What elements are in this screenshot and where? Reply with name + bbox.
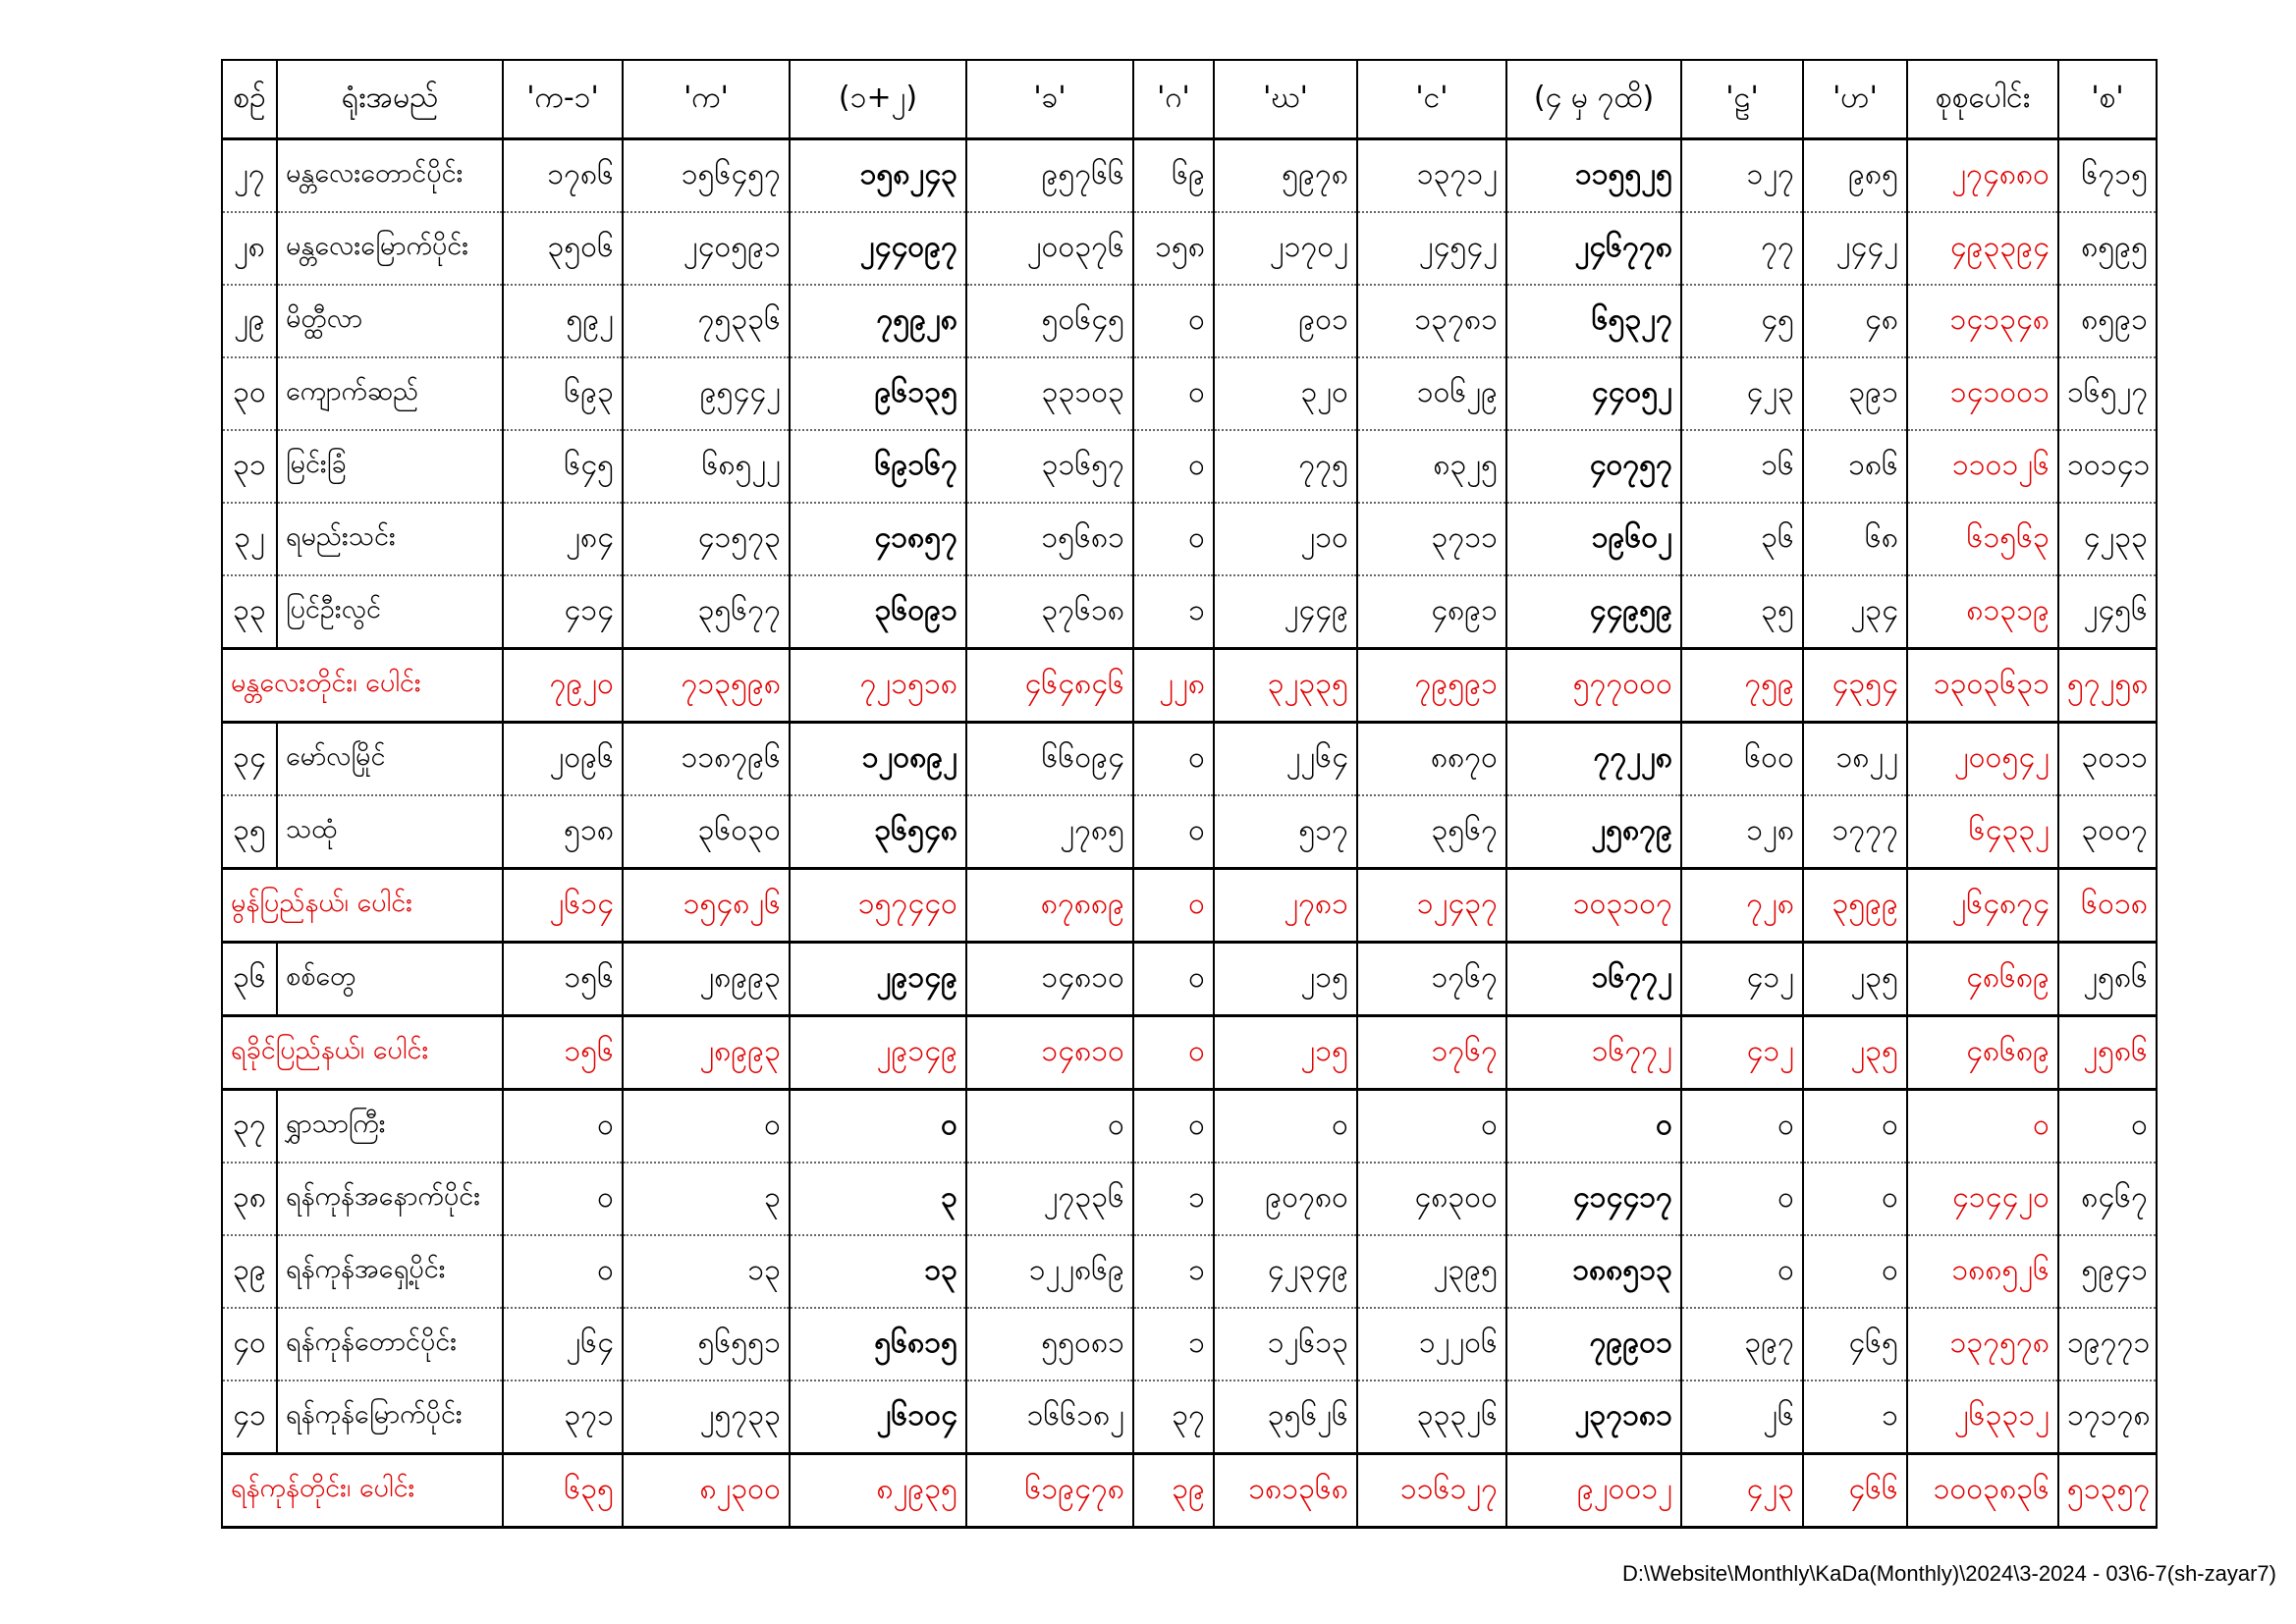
value-cell: ၁၃ [790, 1235, 966, 1308]
value-cell: ၃၇၁၁ [1357, 503, 1506, 575]
value-cell: ၆၁၅၆၃ [1907, 503, 2058, 575]
table-row [222, 503, 2157, 575]
table-row [222, 357, 2157, 430]
value-cell: ၂၃၇၁၈၁ [1506, 1380, 1681, 1454]
value-cell: ၂၄၆၇၇၈ [1506, 212, 1681, 285]
subtotal-cell: ၁၀၀၃၈၃၆ [1907, 1454, 2058, 1528]
subtotal-cell: ၂၅၈၆ [2058, 1016, 2157, 1090]
value-cell: ၁၇၁၇၈ [2058, 1380, 2157, 1454]
value-cell: ၄၁၄၄၁၇ [1506, 1163, 1681, 1235]
value-cell: ၂၂၆၄ [1214, 723, 1357, 796]
subtotal-cell: ၇၂၁၅၁၈ [790, 649, 966, 723]
value-cell: ၂၀၉၆ [503, 723, 623, 796]
value-cell: ၁၂၆၁၃ [1214, 1308, 1357, 1380]
value-cell: ၆၉၁၆၇ [790, 430, 966, 503]
value-cell: ၁၂၇ [1681, 139, 1803, 213]
subtotal-label: ရခိုင်ပြည်နယ်၊ ပေါင်း [222, 1016, 503, 1090]
value-cell: ၂၄၄၂ [1803, 212, 1907, 285]
value-cell: ၂၄၅၄၂ [1357, 212, 1506, 285]
column-header: ရုံးအမည် [277, 60, 503, 139]
row-number: ၃၄ [222, 723, 277, 796]
value-cell: ၁၅၈၂၄၃ [790, 139, 966, 213]
value-cell: ၀ [1681, 1163, 1803, 1235]
value-cell: ၀ [1133, 503, 1214, 575]
value-cell: ၈၁၃၁၉ [1907, 575, 2058, 649]
table-row [222, 795, 2157, 869]
table-row [222, 1308, 2157, 1380]
office-name: မိတ္ထီလာ [277, 285, 503, 357]
value-cell: ၃၆၅၄၈ [790, 795, 966, 869]
value-cell: ၃၆၀၉၁ [790, 575, 966, 649]
value-cell: ၁၁၀၁၂၆ [1907, 430, 2058, 503]
value-cell: ၄၁၂ [1681, 943, 1803, 1016]
value-cell: ၁၂၈ [1681, 795, 1803, 869]
value-cell: ၁၇၈၆ [503, 139, 623, 213]
value-cell: ၄၈ [1803, 285, 1907, 357]
value-cell: ၄၂၃၄၉ [1214, 1235, 1357, 1308]
value-cell: ၄၁၄၄၂၀ [1907, 1163, 2058, 1235]
value-cell: ၅၆၈၁၅ [790, 1308, 966, 1380]
row-number: ၃၁ [222, 430, 277, 503]
value-cell: ၇၉၉၀၁ [1506, 1308, 1681, 1380]
value-cell: ၃၇ [1133, 1380, 1214, 1454]
value-cell: ၆၉ [1133, 139, 1214, 213]
value-cell: ၁၂၂၀၆ [1357, 1308, 1506, 1380]
value-cell: ၄၈၃၀၀ [1357, 1163, 1506, 1235]
office-name: ရန်ကုန်တောင်ပိုင်း [277, 1308, 503, 1380]
column-header: 'စ' [2058, 60, 2157, 139]
subtotal-label: မန္တလေးတိုင်း၊ ပေါင်း [222, 649, 503, 723]
subtotal-label: မွန်ပြည်နယ်၊ ပေါင်း [222, 869, 503, 943]
subtotal-cell: ၇၉၅၉၁ [1357, 649, 1506, 723]
row-number: ၃၀ [222, 357, 277, 430]
office-name: မန္တလေးတောင်ပိုင်း [277, 139, 503, 213]
table-row [222, 1090, 2157, 1164]
row-number: ၃၅ [222, 795, 277, 869]
subtotal-cell: ၄၈၆၈၉ [1907, 1016, 2058, 1090]
subtotal-cell: ၃၂၃၃၅ [1214, 649, 1357, 723]
column-header: 'က-၁' [503, 60, 623, 139]
value-cell: ၆၄၅ [503, 430, 623, 503]
value-cell: ၂၁၀ [1214, 503, 1357, 575]
value-cell: ၁၅၆၄၅၇ [623, 139, 790, 213]
value-cell: ၉၀၁ [1214, 285, 1357, 357]
subtotal-cell: ၂၈၉၉၃ [623, 1016, 790, 1090]
column-header: (၄ မှ ၇ထိ) [1506, 60, 1681, 139]
column-header: 'ခ' [966, 60, 1133, 139]
subtotal-cell: ၁၀၃၁၀၇ [1506, 869, 1681, 943]
value-cell: ၃၁၆၅၇ [966, 430, 1133, 503]
value-cell: ၃၅၀၆ [503, 212, 623, 285]
subtotal-cell: ၀ [1133, 1016, 1214, 1090]
value-cell: ၄၆၅ [1803, 1308, 1907, 1380]
value-cell: ၄၈၆၈၉ [1907, 943, 2058, 1016]
value-cell: ၀ [1214, 1090, 1357, 1164]
value-cell: ၀ [1357, 1090, 1506, 1164]
value-cell: ၁၄၁၀၀၁ [1907, 357, 2058, 430]
value-cell: ၁၈၈၅၁၃ [1506, 1235, 1681, 1308]
value-cell: ၃၉၇ [1681, 1308, 1803, 1380]
value-cell: ၂၃၄ [1803, 575, 1907, 649]
value-cell: ၉၆၁၃၅ [790, 357, 966, 430]
value-cell: ၁၆၅၂၇ [2058, 357, 2157, 430]
value-cell: ၆၇၁၅ [2058, 139, 2157, 213]
value-cell: ၀ [623, 1090, 790, 1164]
subtotal-cell: ၂၃၅ [1803, 1016, 1907, 1090]
value-cell: ၄၄၀၅၂ [1506, 357, 1681, 430]
office-name: မြင်းခြံ [277, 430, 503, 503]
value-cell: ၃၆၀၃၀ [623, 795, 790, 869]
value-cell: ၁၇၆၇ [1357, 943, 1506, 1016]
subtotal-cell: ၂၂၈ [1133, 649, 1214, 723]
value-cell: ၃၆ [1681, 503, 1803, 575]
subtotal-cell: ၂၉၁၄၉ [790, 1016, 966, 1090]
value-cell: ၃၇၁ [503, 1380, 623, 1454]
subtotal-cell: ၄၃၅၄ [1803, 649, 1907, 723]
value-cell: ၂၈၄ [503, 503, 623, 575]
value-cell: ၂၄၄၉ [1214, 575, 1357, 649]
value-cell: ၁ [1133, 1163, 1214, 1235]
subtotal-cell: ၁၃၀၃၆၃၁ [1907, 649, 2058, 723]
value-cell: ၃၅၆၇ [1357, 795, 1506, 869]
value-cell: ၁၂၂၈၆၉ [966, 1235, 1133, 1308]
table-row [222, 1235, 2157, 1308]
value-cell: ၉၀၇၈၀ [1214, 1163, 1357, 1235]
subtotal-cell: ၂၆၄၈၇၄ [1907, 869, 2058, 943]
value-cell: ၀ [1133, 943, 1214, 1016]
value-cell: ၁ [1803, 1380, 1907, 1454]
value-cell: ၃၃၃၂၆ [1357, 1380, 1506, 1454]
value-cell: ၂၇၈၅ [966, 795, 1133, 869]
value-cell: ၂၇၄၈၈၀ [1907, 139, 2058, 213]
subtotal-cell: ၄၁၂ [1681, 1016, 1803, 1090]
value-cell: ၀ [790, 1090, 966, 1164]
data-table [221, 59, 2158, 1529]
subtotal-cell: ၄၆၆ [1803, 1454, 1907, 1528]
value-cell: ၀ [1133, 795, 1214, 869]
value-cell: ၅၉၄၁ [2058, 1235, 2157, 1308]
value-cell: ၂၄၄၀၉၇ [790, 212, 966, 285]
value-cell: ၁ [1133, 1235, 1214, 1308]
office-name: သထုံ [277, 795, 503, 869]
value-cell: ၃၀၀၇ [2058, 795, 2157, 869]
value-cell: ၁၈၆ [1803, 430, 1907, 503]
subtotal-cell: ၂၇၈၁ [1214, 869, 1357, 943]
value-cell: ၄၅ [1681, 285, 1803, 357]
value-cell: ၀ [1681, 1235, 1803, 1308]
value-cell: ၀ [1133, 357, 1214, 430]
value-cell: ၁၃ [623, 1235, 790, 1308]
value-cell: ၆၅၃၂၇ [1506, 285, 1681, 357]
table-row [222, 575, 2157, 649]
value-cell: ၅၉၇၈ [1214, 139, 1357, 213]
value-cell: ၀ [1907, 1090, 2058, 1164]
subtotal-cell: ၁၅၇၄၄၀ [790, 869, 966, 943]
row-number: ၂၉ [222, 285, 277, 357]
value-cell: ၆၆၀၉၄ [966, 723, 1133, 796]
value-cell: ၇၇ [1681, 212, 1803, 285]
column-header: 'ဂ' [1133, 60, 1214, 139]
value-cell: ၂၉၁၄၉ [790, 943, 966, 1016]
value-cell: ၄၁၄ [503, 575, 623, 649]
column-header: 'က' [623, 60, 790, 139]
header-row [222, 60, 2157, 139]
value-cell: ၁၀၁၄၁ [2058, 430, 2157, 503]
value-cell: ၃၅၆၇၇ [623, 575, 790, 649]
value-cell: ၂၃၅ [1803, 943, 1907, 1016]
subtotal-row [222, 649, 2157, 723]
subtotal-cell: ၆၁၉၄၇၈ [966, 1454, 1133, 1528]
value-cell: ၀ [1133, 723, 1214, 796]
value-cell: ၃၇၆၁၈ [966, 575, 1133, 649]
value-cell: ၄၂၃ [1681, 357, 1803, 430]
value-cell: ၅၅၀၈၁ [966, 1308, 1133, 1380]
value-cell: ၃၅ [1681, 575, 1803, 649]
value-cell: ၃၅၆၂၆ [1214, 1380, 1357, 1454]
value-cell: ၂၆၄ [503, 1308, 623, 1380]
value-cell: ၀ [1803, 1235, 1907, 1308]
subtotal-row [222, 1454, 2157, 1528]
value-cell: ၈၅၉၅ [2058, 212, 2157, 285]
value-cell: ၁၆၆၁၈၂ [966, 1380, 1133, 1454]
table-row [222, 285, 2157, 357]
value-cell: ၅၉၂ [503, 285, 623, 357]
table-row [222, 723, 2157, 796]
value-cell: ၅၀၆၄၅ [966, 285, 1133, 357]
value-cell: ၃၀၁၁ [2058, 723, 2157, 796]
value-cell: ၁၅၈ [1133, 212, 1214, 285]
row-number: ၂၈ [222, 212, 277, 285]
value-cell: ၇၅၉၂၈ [790, 285, 966, 357]
row-number: ၃၂ [222, 503, 277, 575]
value-cell: ၈၄၆၇ [2058, 1163, 2157, 1235]
value-cell: ၀ [2058, 1090, 2157, 1164]
subtotal-cell: ၁၇၆၇ [1357, 1016, 1506, 1090]
column-header: စုစုပေါင်း [1907, 60, 2058, 139]
subtotal-cell: ၃၉ [1133, 1454, 1214, 1528]
value-cell: ၂၆၃၃၁၂ [1907, 1380, 2058, 1454]
office-name: မော်လမြိုင် [277, 723, 503, 796]
office-name: ရွှာသာကြီး [277, 1090, 503, 1164]
office-name: ရန်ကုန်မြောက်ပိုင်း [277, 1380, 503, 1454]
column-header: 'ဟ' [1803, 60, 1907, 139]
subtotal-cell: ၂၆၁၄ [503, 869, 623, 943]
value-cell: ၅၆၅၅၁ [623, 1308, 790, 1380]
subtotal-cell: ၁၅၆ [503, 1016, 623, 1090]
value-cell: ၁၈၈၅၂၆ [1907, 1235, 2058, 1308]
value-cell: ၁၆ [1681, 430, 1803, 503]
subtotal-cell: ၅၁၃၅၇ [2058, 1454, 2157, 1528]
value-cell: ၁၃၇၁၂ [1357, 139, 1506, 213]
subtotal-cell: ၃၅၉၉ [1803, 869, 1907, 943]
value-cell: ၂၅၈၇၉ [1506, 795, 1681, 869]
row-number: ၃၃ [222, 575, 277, 649]
value-cell: ၃၃၁၀၃ [966, 357, 1133, 430]
value-cell: ၂၈၉၉၃ [623, 943, 790, 1016]
subtotal-cell: ၈၂၉၃၅ [790, 1454, 966, 1528]
value-cell: ၂၀၀၃၇၆ [966, 212, 1133, 285]
value-cell: ၁၀၆၂၉ [1357, 357, 1506, 430]
value-cell: ၂၇၃၃၆ [966, 1163, 1133, 1235]
value-cell: ၀ [1803, 1090, 1907, 1164]
value-cell: ၂၀၀၅၄၂ [1907, 723, 2058, 796]
value-cell: ၇၅၃၃၆ [623, 285, 790, 357]
value-cell: ၃၂၀ [1214, 357, 1357, 430]
value-cell: ၁၆၇၇၂ [1506, 943, 1681, 1016]
row-number: ၃၉ [222, 1235, 277, 1308]
value-cell: ၀ [1133, 430, 1214, 503]
value-cell: ၄၂၃၃ [2058, 503, 2157, 575]
value-cell: ၆၉၃ [503, 357, 623, 430]
subtotal-cell: ၁၂၄၃၇ [1357, 869, 1506, 943]
subtotal-cell: ၁၄၈၁၀ [966, 1016, 1133, 1090]
value-cell: ၀ [503, 1235, 623, 1308]
value-cell: ၂၃၉၅ [1357, 1235, 1506, 1308]
value-cell: ၉၅၄၄၂ [623, 357, 790, 430]
subtotal-cell: ၄၂၃ [1681, 1454, 1803, 1528]
value-cell: ၅၁၈ [503, 795, 623, 869]
subtotal-cell: ၇၅၉ [1681, 649, 1803, 723]
value-cell: ၄၀၇၅၇ [1506, 430, 1681, 503]
value-cell: ၂၁၇၀၂ [1214, 212, 1357, 285]
value-cell: ၁၁၅၅၂၅ [1506, 139, 1681, 213]
table-row [222, 212, 2157, 285]
value-cell: ၆၈ [1803, 503, 1907, 575]
value-cell: ၆၈၅၂၂ [623, 430, 790, 503]
value-cell: ၁၅၆၈၁ [966, 503, 1133, 575]
value-cell: ၁၉၆၀၂ [1506, 503, 1681, 575]
value-cell: ၄၈၉၁ [1357, 575, 1506, 649]
value-cell: ၁၄၁၃၄၈ [1907, 285, 2058, 357]
value-cell: ၂၁၅ [1214, 943, 1357, 1016]
value-cell: ၇၇၅ [1214, 430, 1357, 503]
value-cell: ၁၅၆ [503, 943, 623, 1016]
subtotal-cell: ၆၃၅ [503, 1454, 623, 1528]
value-cell: ၇၇၂၂၈ [1506, 723, 1681, 796]
table-body [222, 139, 2157, 1528]
value-cell: ၀ [1803, 1163, 1907, 1235]
value-cell: ၉၈၅ [1803, 139, 1907, 213]
table-row [222, 943, 2157, 1016]
value-cell: ၁ [1133, 1308, 1214, 1380]
value-cell: ၀ [1506, 1090, 1681, 1164]
value-cell: ၄၁၅၇၃ [623, 503, 790, 575]
row-number: ၄၀ [222, 1308, 277, 1380]
subtotal-cell: ၁၁၆၁၂၇ [1357, 1454, 1506, 1528]
office-name: ကျောက်ဆည် [277, 357, 503, 430]
value-cell: ၂၆၁၀၄ [790, 1380, 966, 1454]
value-cell: ၁၈၂၂ [1803, 723, 1907, 796]
column-header: (၁+၂) [790, 60, 966, 139]
value-cell: ၁၁၈၇၉၆ [623, 723, 790, 796]
subtotal-cell: ၁၈၁၃၆၈ [1214, 1454, 1357, 1528]
value-cell: ၄၉၃၃၉၄ [1907, 212, 2058, 285]
subtotal-cell: ၇၉၂၀ [503, 649, 623, 723]
column-header: 'ဠ' [1681, 60, 1803, 139]
value-cell: ၁၄၈၁၀ [966, 943, 1133, 1016]
footer-file-path: D:\Website\Monthly\KaDa(Monthly)\2024\3-2024 - 03\6-7(sh-zayar7) [1621, 1561, 2276, 1586]
subtotal-cell: ၅၇၇၀၀၀ [1506, 649, 1681, 723]
value-cell: ၂၅၇၃၃ [623, 1380, 790, 1454]
value-cell: ၅၁၇ [1214, 795, 1357, 869]
value-cell: ၂၄၀၅၉၁ [623, 212, 790, 285]
value-cell: ၂၅၈၆ [2058, 943, 2157, 1016]
subtotal-cell: ၂၁၅ [1214, 1016, 1357, 1090]
subtotal-cell: ၈၇၈၈၉ [966, 869, 1133, 943]
table-row [222, 1380, 2157, 1454]
value-cell: ၁၉၇၇၁ [2058, 1308, 2157, 1380]
subtotal-cell: ၁၆၇၇၂ [1506, 1016, 1681, 1090]
value-cell: ၀ [1133, 285, 1214, 357]
column-header: 'င' [1357, 60, 1506, 139]
value-cell: ၃၉၁ [1803, 357, 1907, 430]
value-cell: ၁၇၇၇ [1803, 795, 1907, 869]
value-cell: ၃ [790, 1163, 966, 1235]
office-name: မန္တလေးမြောက်ပိုင်း [277, 212, 503, 285]
subtotal-cell: ၇၁၃၅၉၈ [623, 649, 790, 723]
table-row [222, 430, 2157, 503]
row-number: ၃၆ [222, 943, 277, 1016]
value-cell: ၁ [1133, 575, 1214, 649]
value-cell: ၀ [1681, 1090, 1803, 1164]
value-cell: ၀ [503, 1090, 623, 1164]
value-cell: ၀ [503, 1163, 623, 1235]
value-cell: ၀ [966, 1090, 1133, 1164]
value-cell: ၄၁၈၅၇ [790, 503, 966, 575]
row-number: ၄၁ [222, 1380, 277, 1454]
subtotal-row [222, 1016, 2157, 1090]
value-cell: ၈၃၂၅ [1357, 430, 1506, 503]
value-cell: ၄၄၉၅၉ [1506, 575, 1681, 649]
subtotal-cell: ၉၂၀၀၁၂ [1506, 1454, 1681, 1528]
subtotal-cell: ၈၂၃၀၀ [623, 1454, 790, 1528]
subtotal-cell: ၇၂၈ [1681, 869, 1803, 943]
table-row [222, 1163, 2157, 1235]
value-cell: ၁၃၇၈၁ [1357, 285, 1506, 357]
value-cell: ၂၄၅၆ [2058, 575, 2157, 649]
row-number: ၂၇ [222, 139, 277, 213]
value-cell: ၁၃၇၅၇၈ [1907, 1308, 2058, 1380]
subtotal-cell: ၆၀၁၈ [2058, 869, 2157, 943]
subtotal-cell: ၅၇၂၅၈ [2058, 649, 2157, 723]
subtotal-cell: ၄၆၄၈၄၆ [966, 649, 1133, 723]
value-cell: ၆၄၃၃၂ [1907, 795, 2058, 869]
value-cell: ၉၅၇၆၆ [966, 139, 1133, 213]
subtotal-cell: ၀ [1133, 869, 1214, 943]
value-cell: ၀ [1133, 1090, 1214, 1164]
office-name: ရန်ကုန်အနောက်ပိုင်း [277, 1163, 503, 1235]
table-row [222, 139, 2157, 213]
subtotal-label: ရန်ကုန်တိုင်း၊ ပေါင်း [222, 1454, 503, 1528]
office-name: ရမည်းသင်း [277, 503, 503, 575]
office-name: ရန်ကုန်အရှေ့ပိုင်း [277, 1235, 503, 1308]
row-number: ၃၈ [222, 1163, 277, 1235]
value-cell: ၂၆ [1681, 1380, 1803, 1454]
value-cell: ၈၈၇၀ [1357, 723, 1506, 796]
value-cell: ၁၂၀၈၉၂ [790, 723, 966, 796]
office-name: ပြင်ဦးလွင် [277, 575, 503, 649]
row-number: ၃၇ [222, 1090, 277, 1164]
value-cell: ၃ [623, 1163, 790, 1235]
column-header: စဉ် [222, 60, 277, 139]
subtotal-row [222, 869, 2157, 943]
value-cell: ၈၅၉၁ [2058, 285, 2157, 357]
office-name: စစ်တွေ [277, 943, 503, 1016]
subtotal-cell: ၁၅၄၈၂၆ [623, 869, 790, 943]
value-cell: ၆၀၀ [1681, 723, 1803, 796]
column-header: 'ဃ' [1214, 60, 1357, 139]
